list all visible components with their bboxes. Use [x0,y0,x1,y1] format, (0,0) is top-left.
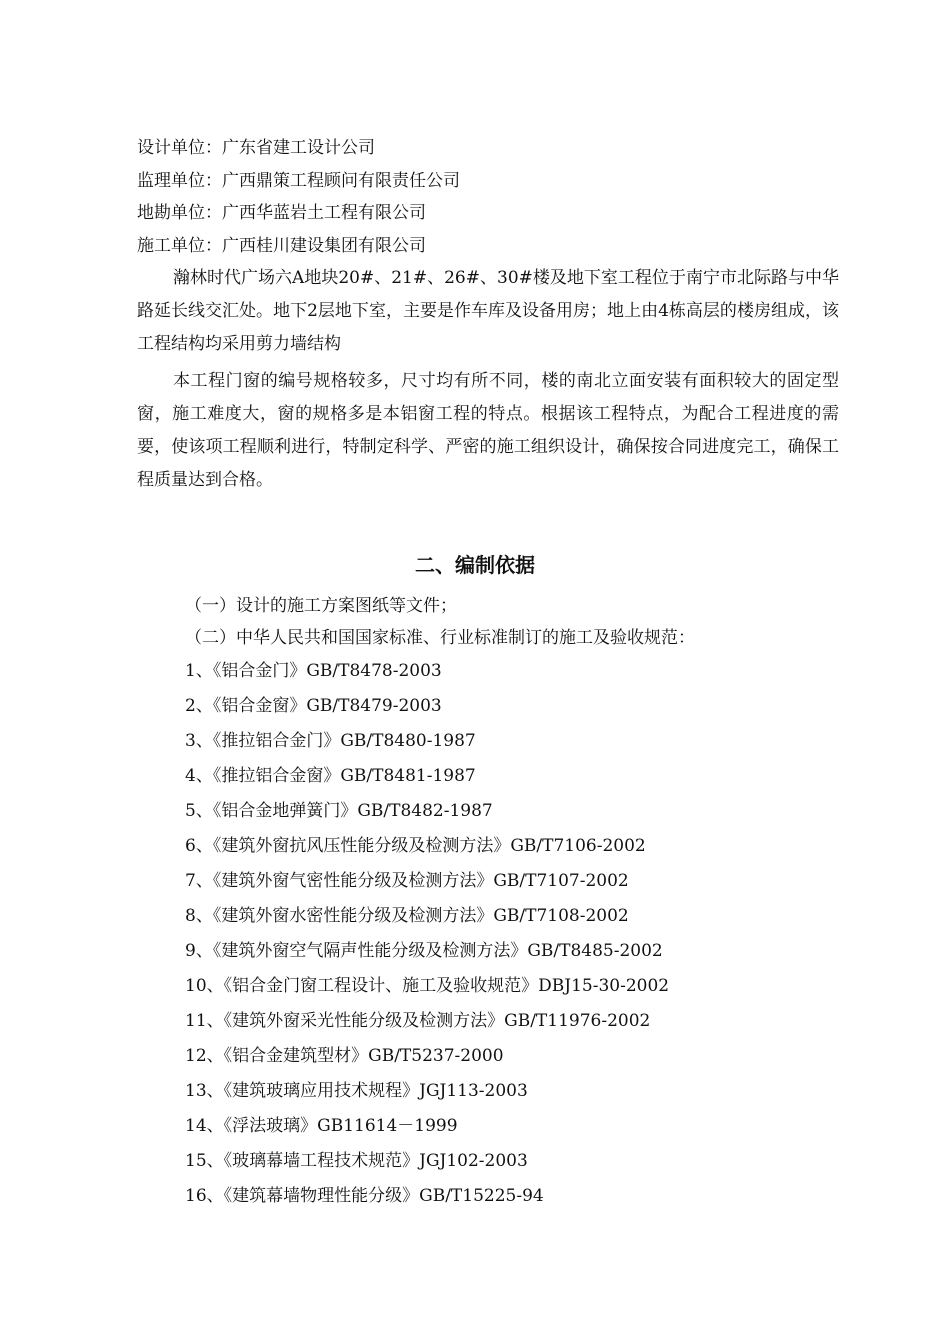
standard-item: 6、《建筑外窗抗风压性能分级及检测方法》GB/T7106-2002 [185,836,646,856]
standard-item: 15、《玻璃幕墙工程技术规范》JGJ102-2003 [185,1151,528,1171]
construction-unit-label: 施工单位： [137,236,222,256]
standard-item: 14、《浮法玻璃》GB11614－1999 [185,1116,458,1136]
supervision-unit-value: 广西鼎策工程顾问有限责任公司 [222,171,460,191]
construction-unit-line [137,236,426,256]
construction-unit-value: 广西桂川建设集团有限公司 [222,236,426,256]
supervision-unit-label: 监理单位： [137,171,222,191]
standard-item: 7、《建筑外窗气密性能分级及检测方法》GB/T7107-2002 [185,871,629,891]
design-unit-label: 设计单位： [137,138,222,158]
standard-item: 2、《铝合金窗》GB/T8479-2003 [185,696,442,716]
design-unit-value: 广东省建工设计公司 [222,138,375,158]
survey-unit-label: 地勘单位： [137,203,222,223]
project-overview-paragraph: 瀚林时代广场六A地块20#、21#、26#、30#楼及地下室工程位于南宁市北际路与中华路延长线交汇处。地下2层地下室，主要是作车库及设备用房；地上由4栋高层的楼房组成，该工程结构均采用剪力墙结构 [137,268,839,354]
intro-item: （一）设计的施工方案图纸等文件； [185,596,457,616]
standard-item: 13、《建筑玻璃应用技术规程》JGJ113-2003 [185,1081,528,1101]
survey-unit-value: 广西华蓝岩土工程有限公司 [222,203,426,223]
standard-item: 12、《铝合金建筑型材》GB/T5237-2000 [185,1046,504,1066]
standard-item: 3、《推拉铝合金门》GB/T8480-1987 [185,731,476,751]
standard-item: 4、《推拉铝合金窗》GB/T8481-1987 [185,766,476,786]
standard-item: 9、《建筑外窗空气隔声性能分级及检测方法》GB/T8485-2002 [185,941,663,961]
project-features-paragraph: 本工程门窗的编号规格较多，尺寸均有所不同，楼的南北立面安装有面积较大的固定型窗，施工难度大，窗的规格多是本铝窗工程的特点。根据该工程特点，为配合工程进度的需要，使该项工程顺利进行，特制定科学、严密的施工组织设计，确保按合同进度完工，确保工程质量达到合格。 [137,371,839,490]
survey-unit-line [137,203,426,223]
standard-item: 16、《建筑幕墙物理性能分级》GB/T15225-94 [185,1186,544,1206]
design-unit-line [137,138,375,158]
section-title: 二、编制依据 [415,553,535,577]
standard-item: 11、《建筑外窗采光性能分级及检测方法》GB/T11976-2002 [185,1011,651,1031]
intro-item: （二）中华人民共和国国家标准、行业标准制订的施工及验收规范： [185,628,695,648]
standard-item: 5、《铝合金地弹簧门》GB/T8482-1987 [185,801,493,821]
supervision-unit-line [137,171,460,191]
standard-item: 1、《铝合金门》GB/T8478-2003 [185,661,442,681]
standard-item: 10、《铝合金门窗工程设计、施工及验收规范》DBJ15-30-2002 [185,976,670,996]
standard-item: 8、《建筑外窗水密性能分级及检测方法》GB/T7108-2002 [185,906,629,926]
